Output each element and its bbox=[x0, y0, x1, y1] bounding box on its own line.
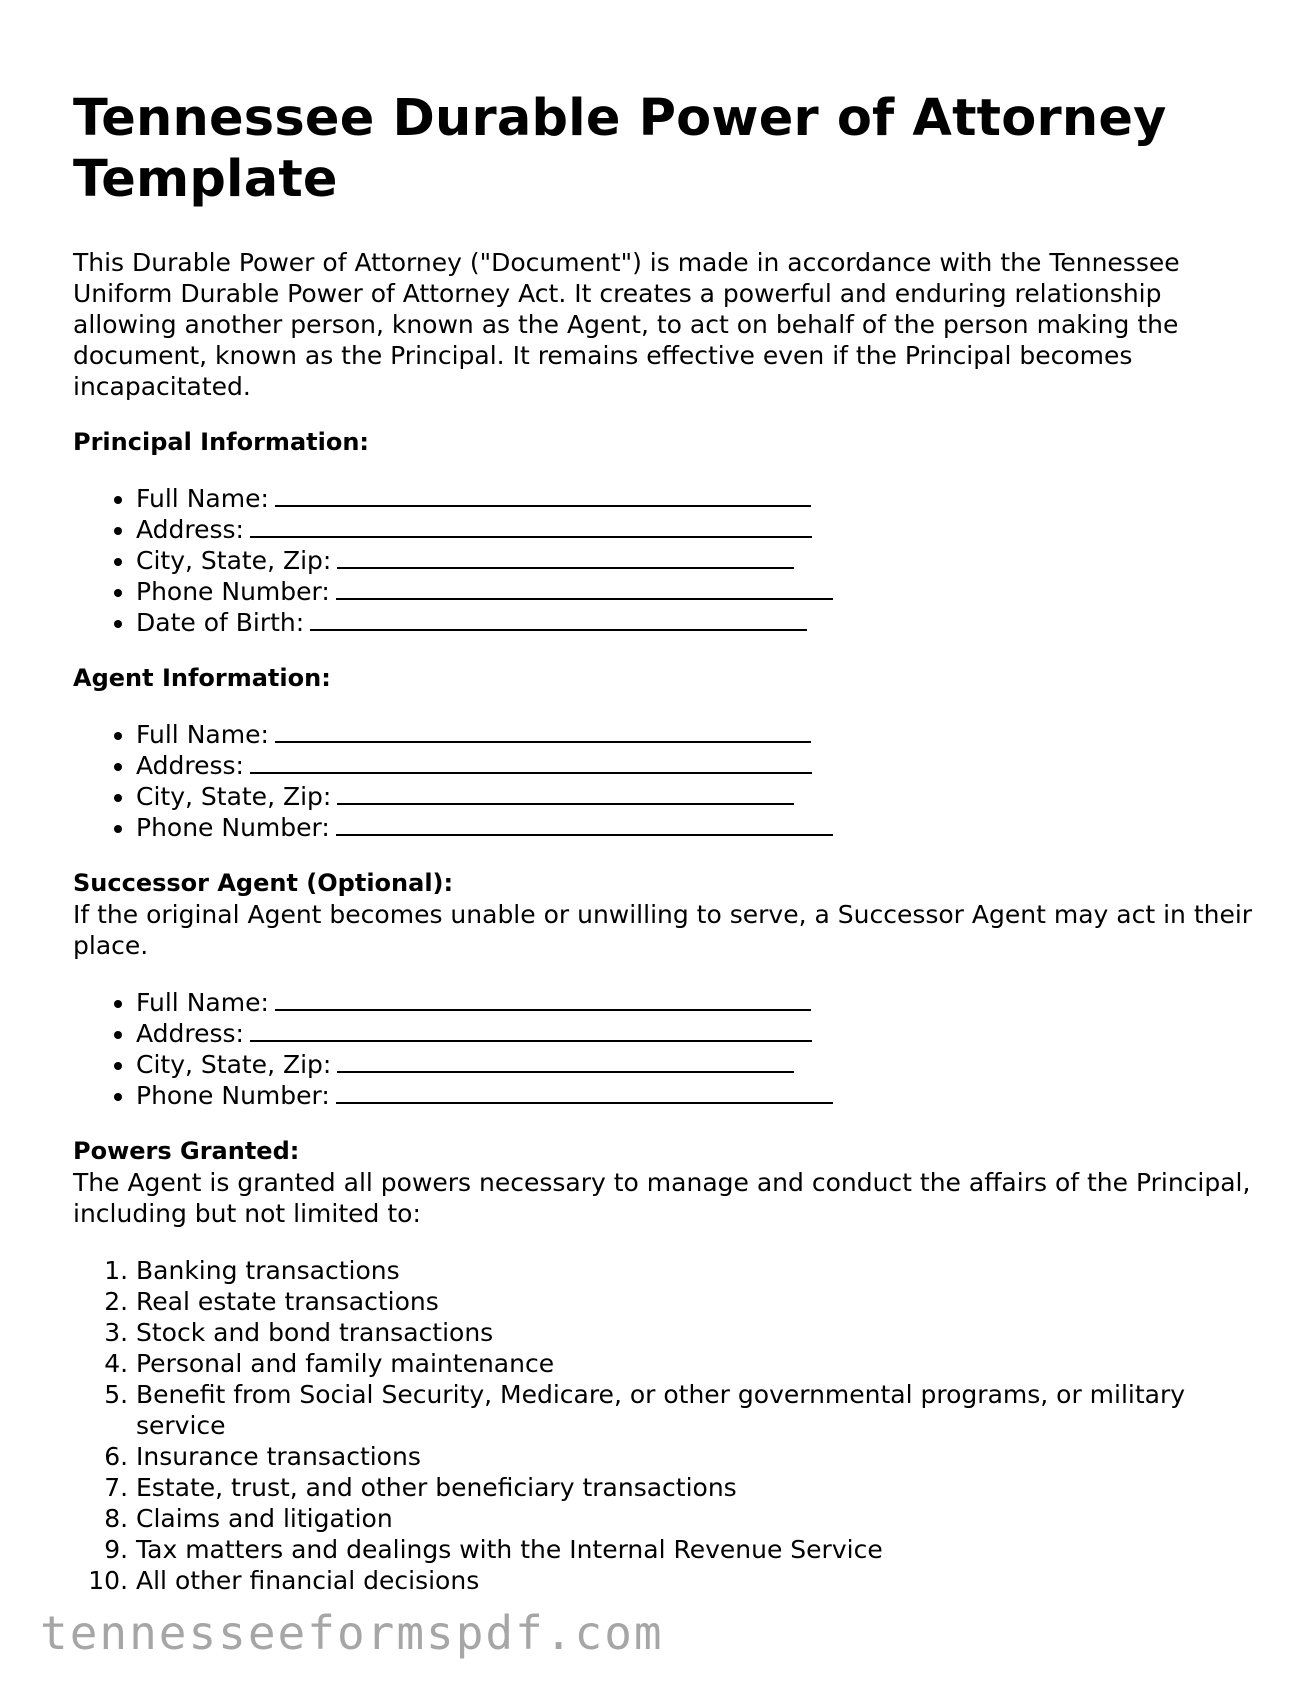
agent-fields bbox=[73, 719, 1253, 843]
intro-paragraph: This Durable Power of Attorney ("Document") is made in accordance with the Tennessee Uniform Durable Power of Attorney Act. It creates a powerful and enduring relationship allowing another person, known as the Agent, to act on behalf of the person making the document, known as the Principal. It remains effective even if the Principal becomes incapacitated. bbox=[73, 248, 1180, 401]
principal-dob-field bbox=[136, 607, 1253, 638]
field-label: Full Name: bbox=[136, 720, 269, 749]
page-title: Tennessee Durable Power of Attorney Template bbox=[73, 89, 1167, 209]
successor-address-field bbox=[136, 1018, 1253, 1049]
blank-line[interactable] bbox=[336, 576, 833, 600]
blank-line[interactable] bbox=[275, 719, 811, 743]
list-item: 1. Banking transactions bbox=[136, 1255, 1253, 1286]
list-item: 10. All other financial decisions bbox=[136, 1565, 1253, 1596]
successor-full-name-field bbox=[136, 987, 1253, 1018]
field-label: Address: bbox=[136, 1019, 244, 1048]
blank-line[interactable] bbox=[250, 514, 812, 538]
principal-fields bbox=[73, 483, 1253, 638]
principal-full-name-field bbox=[136, 483, 1253, 514]
document-page bbox=[73, 88, 1253, 1621]
principal-city-state-zip-field bbox=[136, 545, 1253, 576]
list-item: 5. Benefit from Social Security, Medicare, or other governmental programs, or military service bbox=[136, 1379, 1253, 1441]
blank-line[interactable] bbox=[336, 1080, 833, 1104]
blank-line[interactable] bbox=[275, 987, 811, 1011]
powers-description: The Agent is granted all powers necessary to manage and conduct the affairs of the Principal, including but not limited to: bbox=[73, 1168, 1251, 1228]
list-item: 6. Insurance transactions bbox=[136, 1441, 1253, 1472]
principal-phone-field bbox=[136, 576, 1253, 607]
list-item: 2. Real estate transactions bbox=[136, 1286, 1253, 1317]
field-label: Address: bbox=[136, 515, 244, 544]
list-item: 3. Stock and bond transactions bbox=[136, 1317, 1253, 1348]
blank-line[interactable] bbox=[310, 607, 807, 631]
field-label: City, State, Zip: bbox=[136, 546, 332, 575]
blank-line[interactable] bbox=[250, 750, 812, 774]
agent-heading: Agent Information: bbox=[73, 664, 331, 692]
field-label: Full Name: bbox=[136, 484, 269, 513]
agent-phone-field bbox=[136, 812, 1253, 843]
blank-line[interactable] bbox=[275, 483, 811, 507]
field-label: Full Name: bbox=[136, 988, 269, 1017]
blank-line[interactable] bbox=[337, 1049, 794, 1073]
field-label: City, State, Zip: bbox=[136, 782, 332, 811]
field-label: Phone Number: bbox=[136, 813, 330, 842]
field-label: Phone Number: bbox=[136, 1081, 330, 1110]
agent-city-state-zip-field bbox=[136, 781, 1253, 812]
agent-full-name-field bbox=[136, 719, 1253, 750]
successor-heading: Successor Agent (Optional): bbox=[73, 869, 454, 897]
watermark: tennesseeformspdf.com bbox=[40, 1606, 664, 1660]
successor-fields bbox=[73, 987, 1253, 1111]
powers-list bbox=[73, 1255, 1253, 1596]
field-label: Phone Number: bbox=[136, 577, 330, 606]
blank-line[interactable] bbox=[337, 781, 794, 805]
blank-line[interactable] bbox=[336, 812, 833, 836]
successor-description: If the original Agent becomes unable or unwilling to serve, a Successor Agent may act in their place. bbox=[73, 900, 1253, 960]
agent-address-field bbox=[136, 750, 1253, 781]
field-label: City, State, Zip: bbox=[136, 1050, 332, 1079]
blank-line[interactable] bbox=[337, 545, 794, 569]
successor-city-state-zip-field bbox=[136, 1049, 1253, 1080]
list-item: 4. Personal and family maintenance bbox=[136, 1348, 1253, 1379]
blank-line[interactable] bbox=[250, 1018, 812, 1042]
powers-heading: Powers Granted: bbox=[73, 1137, 300, 1165]
principal-heading: Principal Information: bbox=[73, 428, 370, 456]
principal-address-field bbox=[136, 514, 1253, 545]
field-label: Date of Birth: bbox=[136, 608, 305, 637]
successor-phone-field bbox=[136, 1080, 1253, 1111]
list-item: 9. Tax matters and dealings with the Internal Revenue Service bbox=[136, 1534, 1253, 1565]
field-label: Address: bbox=[136, 751, 244, 780]
list-item: 7. Estate, trust, and other beneficiary transactions bbox=[136, 1472, 1253, 1503]
list-item: 8. Claims and litigation bbox=[136, 1503, 1253, 1534]
